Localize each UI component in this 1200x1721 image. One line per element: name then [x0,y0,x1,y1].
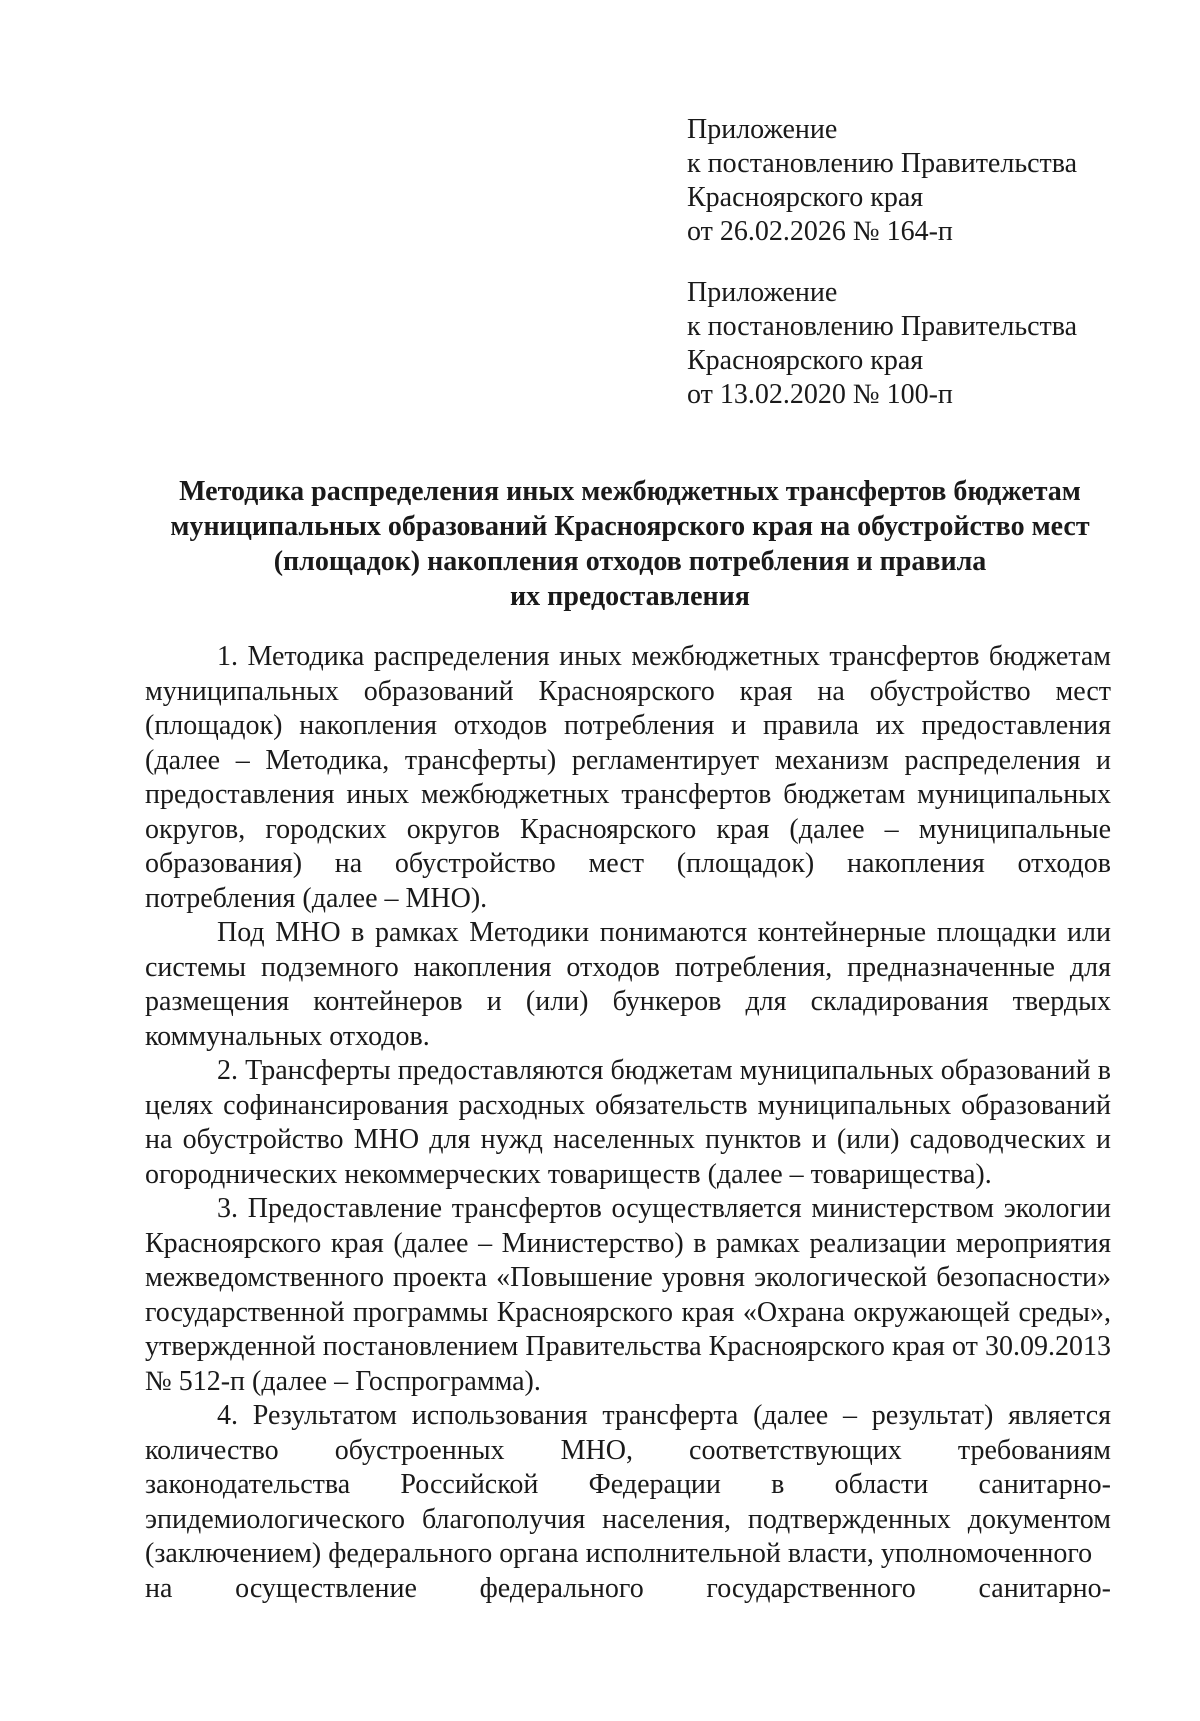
paragraph-2: 2. Трансферты предоставляются бюджетам муниципальных образований в целях софинансирования расходных обязательств муниципальных образований на обустройство МНО для нужд населенных пунктов и (или) садоводческих и огороднических некоммерческих товариществ (далее – товарищества). [145,1055,1111,1190]
appendix-reference: к постановлению Правительства [687,148,1078,179]
appendix-reference: к постановлению Правительства [687,311,1078,342]
document-body [145,640,1111,1606]
paragraph-4: 4. Результатом использования трансферта (далее – результат) является количество обустроенных МНО, соответствующих требованиям законодательства Российской Федерации в области санитарно-эпидемиологического благополучия населения, подтвержденных документом (заключением) федерального органа исполнительной власти, уполномоченного [145,1400,1111,1569]
title-line: муниципальных образований Красноярского края на обустройство мест [170,511,1090,542]
appendix-block-original [687,276,1077,412]
document-title [140,474,1120,614]
title-line: (площадок) накопления отходов потребления и правила [273,546,987,577]
appendix-heading: Приложение [687,277,838,308]
paragraph-1: 1. Методика распределения иных межбюджетных трансфертов бюджетам муниципальных образований Красноярского края на обустройство мест (площадок) накопления отходов потребления и правила их предоставления (далее – Методика, трансферты) регламентирует механизм распределения и предоставления иных межбюджетных трансфертов бюджетам муниципальных округов, городских округов Красноярского края (далее – муниципальные образования) на обустройство мест (площадок) накопления отходов потребления (далее – МНО). [145,641,1111,914]
appendix-heading: Приложение [687,114,838,145]
appendix-date-number: от 13.02.2020 № 100-п [687,379,953,410]
appendix-region: Красноярского края [687,345,924,376]
paragraph-mno-definition: Под МНО в рамках Методики понимаются контейнерные площадки или системы подземного накопления отходов потребления, предназначенные для размещения контейнеров и (или) бункеров для складирования твердых коммунальных отходов. [145,917,1111,1052]
appendix-region: Красноярского края [687,182,924,213]
appendix-block-current [687,113,1077,249]
title-line: Методика распределения иных межбюджетных трансфертов бюджетам [179,476,1081,507]
appendix-date-number: от 26.02.2026 № 164-п [687,216,953,247]
paragraph-3: 3. Предоставление трансфертов осуществляется министерством экологии Красноярского края (далее – Министерство) в рамках реализации мероприятия межведомственного проекта «Повышение уровня экологической безопасности» государственной программы Красноярского края «Охрана окружающей среды», утвержденной постановлением Правительства Красноярского края от 30.09.2013 № 512-п (далее – Госпрограмма). [145,1193,1111,1397]
paragraph-4-continued: на осуществление федерального государственного санитарно- [145,1572,1111,1604]
title-line: их предоставления [510,581,750,612]
